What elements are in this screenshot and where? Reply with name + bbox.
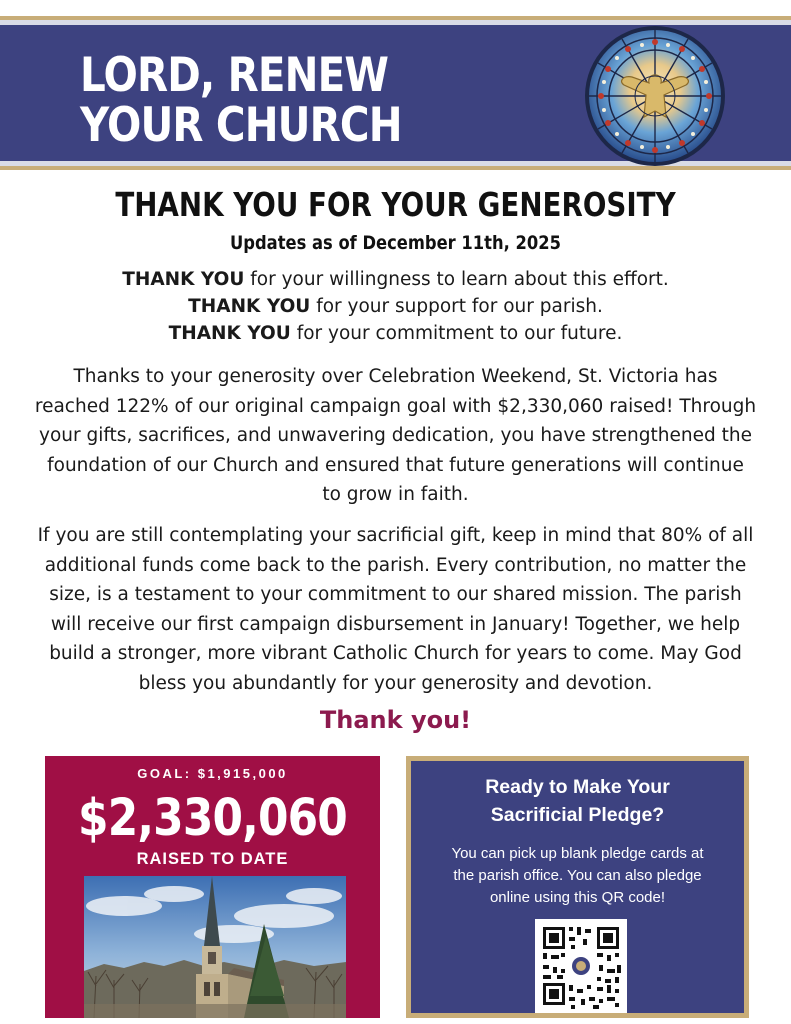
paragraph-line: bless you abundantly for your generosity and devotion. bbox=[138, 672, 653, 694]
dove-stained-glass-icon bbox=[584, 25, 726, 167]
pledge-card-inner bbox=[411, 761, 744, 1013]
pledge-title-line: Sacrificial Pledge? bbox=[490, 804, 665, 826]
thank-you-line bbox=[0, 320, 791, 347]
banner-title bbox=[80, 48, 402, 153]
paragraph-line: Thanks to your generosity over Celebration Weekend, St. Victoria has bbox=[73, 366, 718, 387]
raised-amount: $2,330,060 bbox=[78, 789, 347, 848]
page-heading: THANK YOU FOR YOUR GENEROSITY bbox=[115, 185, 676, 224]
campaign-result-paragraph bbox=[10, 362, 781, 510]
qr-code-icon[interactable] bbox=[535, 919, 627, 1013]
sacrificial-gift-paragraph bbox=[10, 521, 781, 698]
paragraph-line: reached 122% of our original campaign goal with $2,330,060 raised! Through bbox=[34, 395, 757, 417]
pledge-text-line: online using this QR code! bbox=[489, 889, 666, 906]
thank-you-text: for your commitment to our future. bbox=[290, 323, 623, 344]
paragraph-line: your gifts, sacrifices, and unwavering dedication, you have strengthened the bbox=[39, 425, 752, 446]
thank-you-line bbox=[0, 293, 791, 320]
pledge-card bbox=[406, 756, 749, 1018]
pledge-title-line: Ready to Make Your bbox=[485, 776, 670, 798]
goal-label: GOAL: $1,915,000 bbox=[137, 766, 288, 781]
pledge-text-line: You can pick up blank pledge cards at bbox=[451, 845, 704, 862]
thank-you-bold: THANK YOU bbox=[168, 323, 291, 344]
pledge-instructions bbox=[421, 843, 734, 909]
campaign-goal-card bbox=[45, 756, 380, 1018]
thank-you-line bbox=[0, 266, 791, 293]
thank-you-bold: THANK YOU bbox=[188, 296, 311, 317]
raised-caption: RAISED TO DATE bbox=[136, 850, 289, 868]
pledge-text-line: the parish office. You can also pledge bbox=[453, 867, 702, 884]
paragraph-line: size, is a testament to your commitment to our shared mission. The parish bbox=[49, 584, 742, 605]
banner-title-line1: LORD, RENEW bbox=[80, 48, 389, 103]
update-date: Updates as of December 11th, 2025 bbox=[230, 232, 561, 254]
paragraph-line: to grow in faith. bbox=[322, 484, 469, 505]
banner-title-line2: YOUR CHURCH bbox=[80, 98, 402, 153]
closing-thank-you: Thank you! bbox=[319, 706, 472, 734]
paragraph-line: additional funds come back to the parish. Every contribution, no matter the bbox=[44, 554, 747, 576]
church-steeple-photo bbox=[84, 876, 346, 1018]
pledge-title bbox=[411, 773, 744, 829]
thank-you-text: for your support for our parish. bbox=[310, 296, 603, 317]
header-banner bbox=[0, 16, 791, 174]
paragraph-line: will receive our first campaign disbursement in January! Together, we help bbox=[50, 613, 741, 635]
paragraph-line: foundation of our Church and ensured that future generations will continue bbox=[47, 454, 744, 476]
paragraph-line: build a stronger, more vibrant Catholic Church for years to come. May God bbox=[49, 643, 742, 664]
thank-you-list bbox=[0, 266, 791, 347]
paragraph-line: If you are still contemplating your sacrificial gift, keep in mind that 80% of all bbox=[37, 525, 754, 546]
thank-you-text: for your willingness to learn about this effort. bbox=[244, 269, 669, 290]
thank-you-bold: THANK YOU bbox=[122, 269, 245, 290]
